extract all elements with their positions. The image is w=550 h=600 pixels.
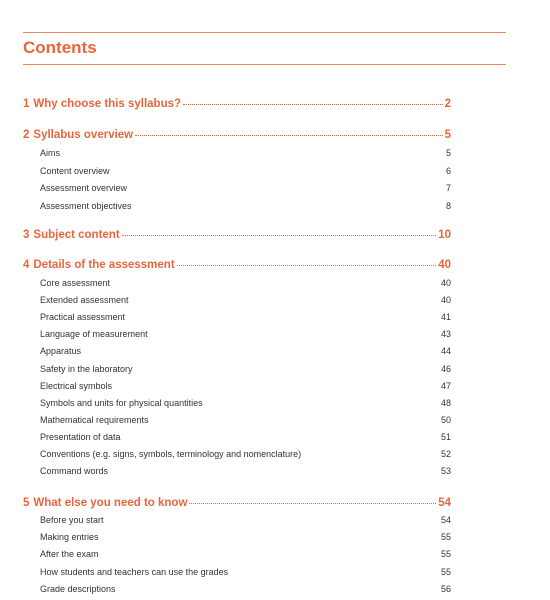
toc-section-5[interactable] [23,497,451,513]
toc-entry[interactable] [23,549,451,565]
entry-title: Assessment objectives [40,201,132,211]
entry-page-number: 40 [440,295,451,305]
entry-page-number: 50 [440,415,451,425]
toc-entry[interactable] [23,567,451,583]
section-title: Syllabus overview [33,129,134,141]
entry-title: Command words [40,466,109,476]
entry-title: Presentation of data [40,432,121,442]
toc-entry[interactable] [23,201,451,217]
entry-title: Practical assessment [40,312,126,322]
entry-title: Electrical symbols [40,381,113,391]
toc-entry[interactable] [23,449,451,465]
section-title: Subject content [33,229,120,241]
entry-page-number: 53 [440,466,451,476]
section-title: What else you need to know [33,497,188,509]
toc-entry[interactable] [23,278,451,294]
entry-title: Core assessment [40,278,111,288]
entry-page-number: 6 [445,166,451,176]
section-title: Why choose this syllabus? [33,98,182,110]
entry-page-number: 47 [440,381,451,391]
entry-title: Apparatus [40,346,82,356]
toc-entry[interactable] [23,532,451,548]
dot-leader [177,265,437,266]
entry-page-number: 46 [440,364,451,374]
section-page-number: 10 [438,229,451,241]
entry-page-number: 55 [440,567,451,577]
entry-title: Content overview [40,166,110,176]
toc-entry[interactable] [23,166,451,182]
dot-leader [183,104,443,105]
toc-entry[interactable] [23,432,451,448]
entry-page-number: 55 [440,532,451,542]
toc-entry[interactable] [23,329,451,345]
top-rule [23,32,506,33]
section-page-number: 40 [438,259,451,271]
entry-page-number: 48 [440,398,451,408]
dot-leader [135,135,442,136]
entry-title: Mathematical requirements [40,415,149,425]
toc-section-4[interactable] [23,259,451,275]
toc-section-1[interactable] [23,98,451,114]
toc-section-2[interactable] [23,129,451,145]
entry-title: How students and teachers can use the grades [40,567,229,577]
toc-entry[interactable] [23,398,451,414]
entry-page-number: 52 [440,449,451,459]
entry-page-number: 5 [445,148,451,158]
toc-entry[interactable] [23,364,451,380]
entry-title: Conventions (e.g. signs, symbols, terminology and nomenclature) [40,449,302,459]
toc-entry[interactable] [23,381,451,397]
entry-page-number: 44 [440,346,451,356]
toc-entry[interactable] [23,346,451,362]
entry-title: Assessment overview [40,183,128,193]
entry-page-number: 51 [440,432,451,442]
section-number: 4 [23,259,30,271]
entry-page-number: 40 [440,278,451,288]
toc-entry[interactable] [23,295,451,311]
section-page-number: 2 [444,98,451,110]
toc-entry[interactable] [23,183,451,199]
entry-title: Grade descriptions [40,584,116,594]
dot-leader [122,235,437,236]
entry-title: Safety in the laboratory [40,364,133,374]
toc-entry[interactable] [23,515,451,531]
entry-page-number: 54 [440,515,451,525]
section-number: 3 [23,229,30,241]
entry-page-number: 55 [440,549,451,559]
toc-entry[interactable] [23,148,451,164]
section-page-number: 54 [438,497,451,509]
entry-page-number: 56 [440,584,451,594]
toc-entry[interactable] [23,415,451,431]
toc-entry[interactable] [23,466,451,482]
entry-title: Making entries [40,532,99,542]
entry-title: Before you start [40,515,104,525]
entry-page-number: 43 [440,329,451,339]
section-page-number: 5 [444,129,451,141]
entry-page-number: 41 [440,312,451,322]
section-title: Details of the assessment [33,259,175,271]
entry-page-number: 8 [445,201,451,211]
entry-title: Aims [40,148,60,158]
entry-page-number: 7 [445,183,451,193]
entry-title: Symbols and units for physical quantities [40,398,203,408]
page-title: Contents [23,38,97,57]
dot-leader [189,503,436,504]
title-rule [23,64,506,65]
toc-entry[interactable] [23,312,451,328]
toc-section-3[interactable] [23,229,451,245]
section-number: 5 [23,497,30,509]
entry-title: After the exam [40,549,99,559]
section-number: 2 [23,129,30,141]
section-number: 1 [23,98,30,110]
entry-title: Extended assessment [40,295,129,305]
toc-entry[interactable] [23,584,451,600]
entry-title: Language of measurement [40,329,148,339]
